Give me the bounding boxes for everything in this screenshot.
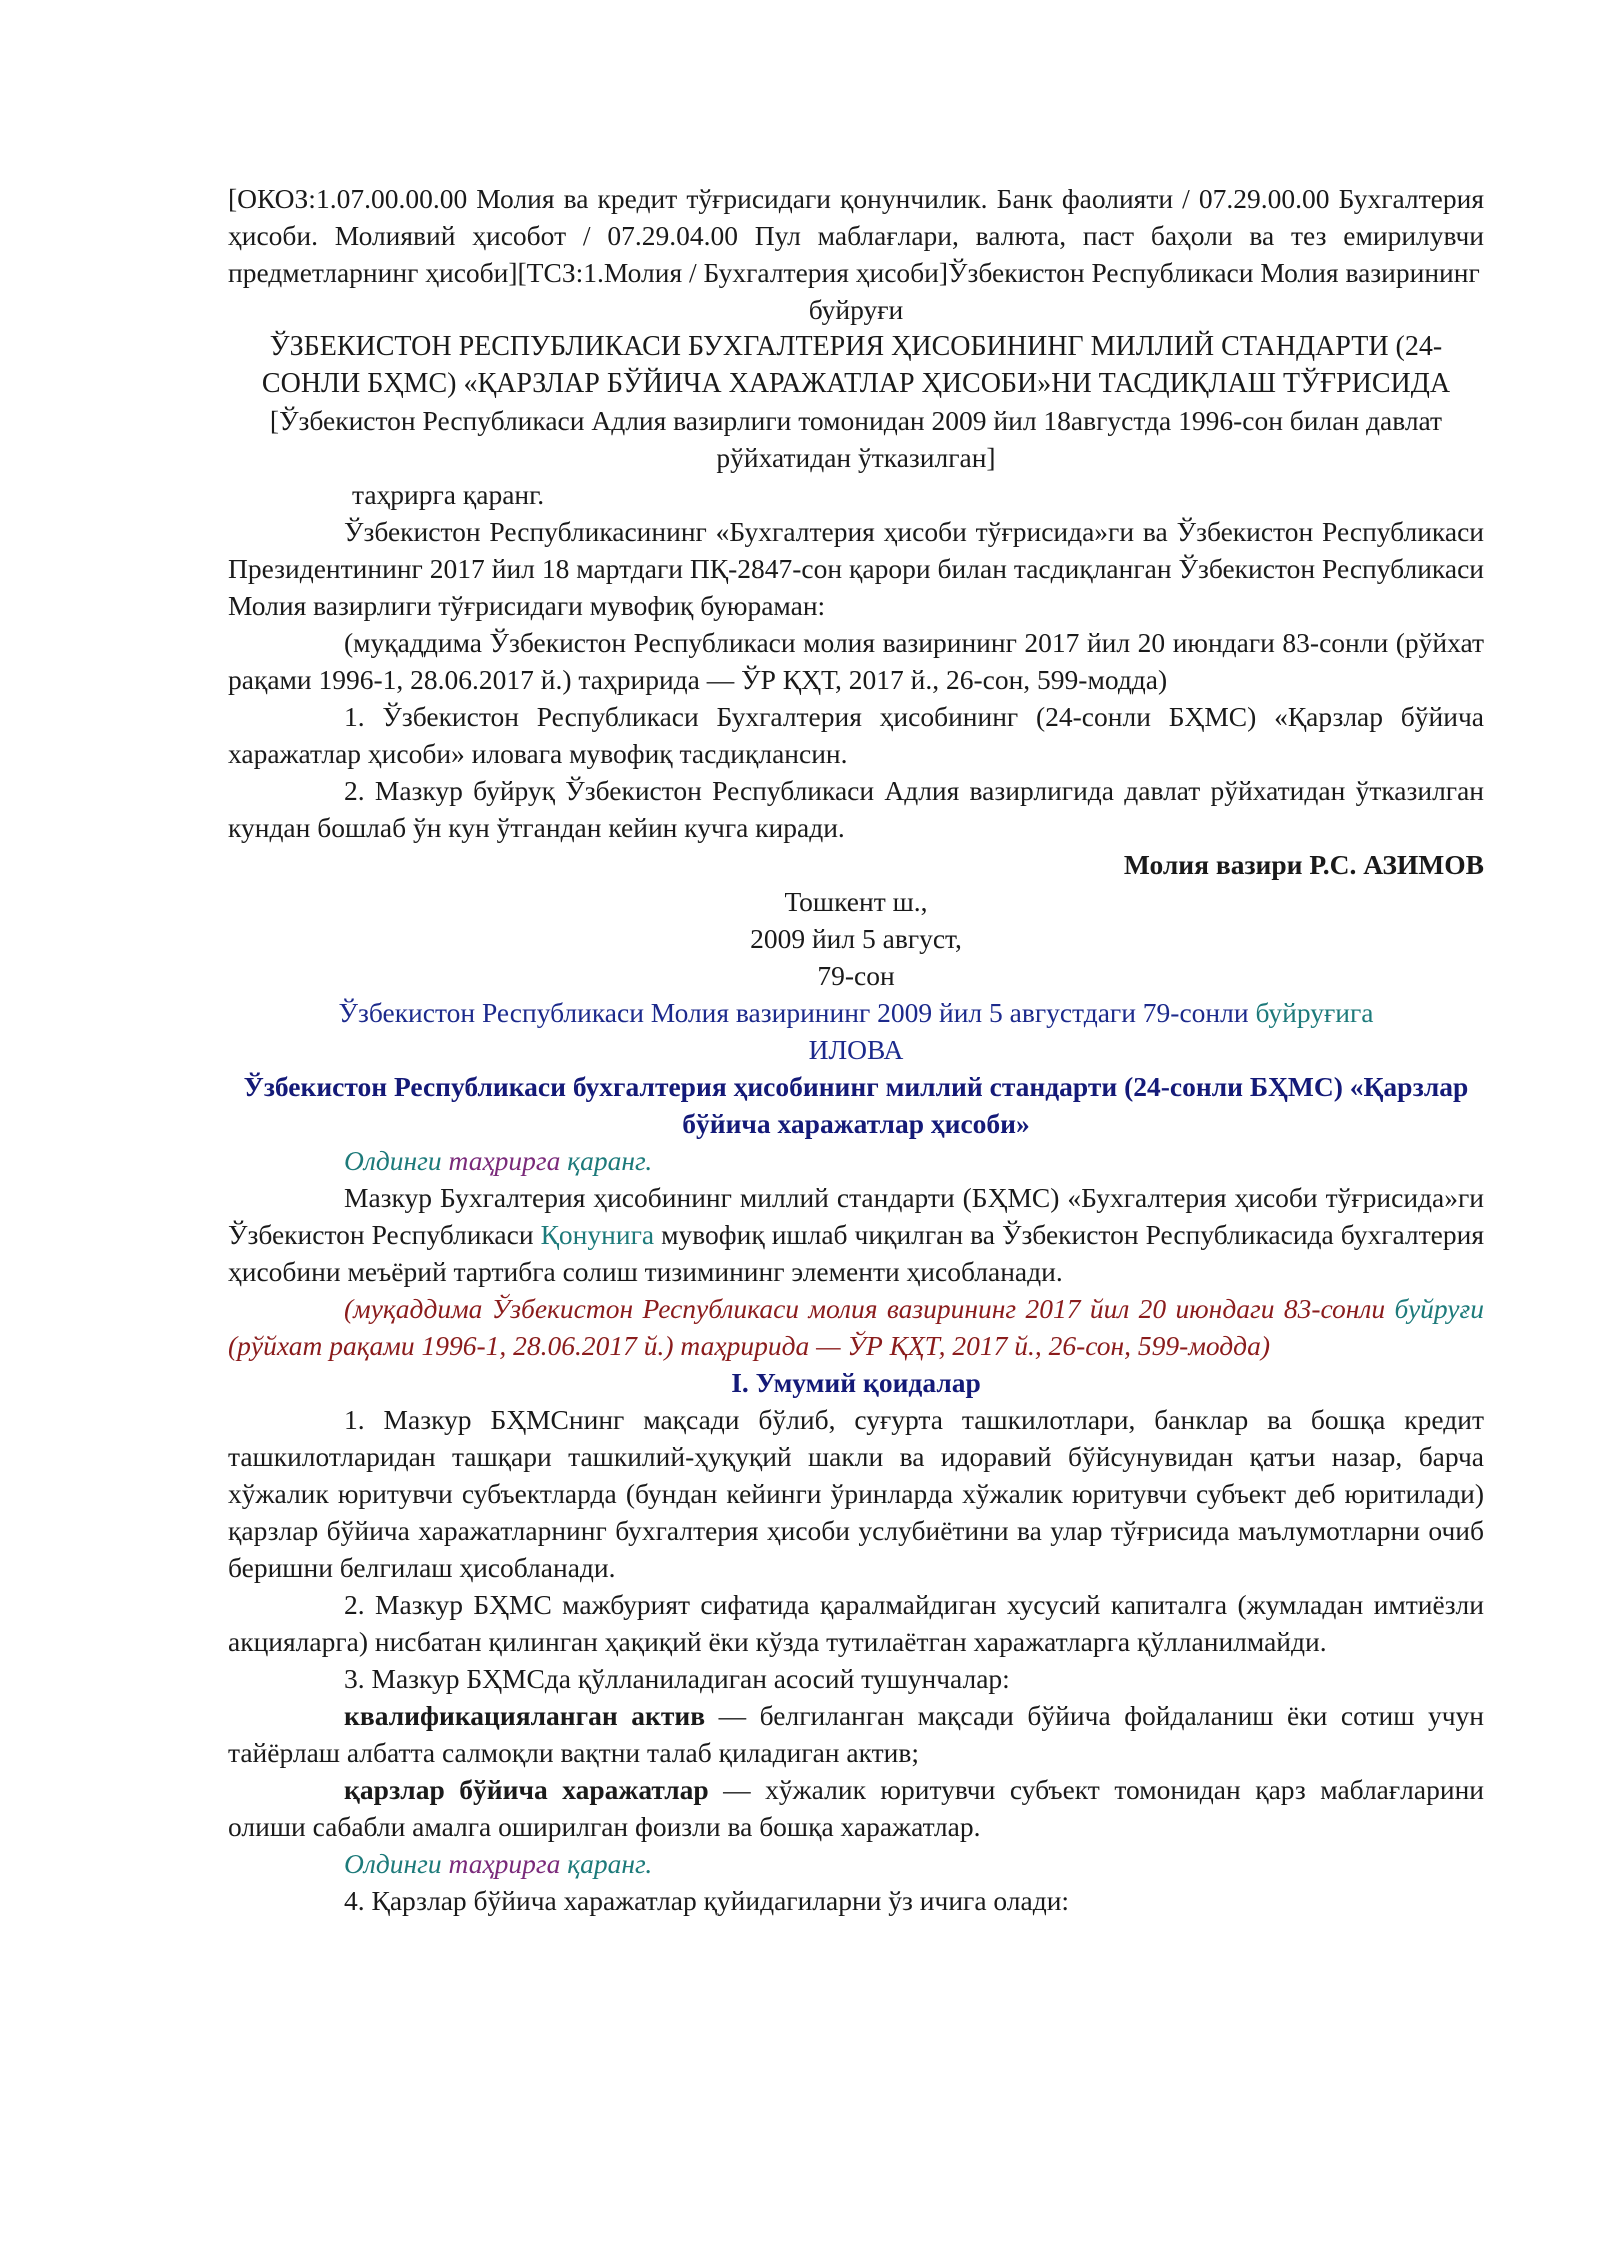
order-item-2: 2. Мазкур буйруқ Ўзбекистон Республикаси Адлия вазирлигида давлат рўйхатидан ўтказилган кундан бошлаб ўн кун ўтгандан кейин кучга киради. [228,775,1484,843]
appendix-label: ИЛОВА [808,1034,904,1065]
appendix-reference [228,994,1484,1031]
document-type: буйруғи [808,294,904,325]
order-number: 79-сон [817,960,895,991]
edition-word-2: таҳрирга [448,1848,561,1879]
intro-edition-note [228,1290,1484,1364]
document-page [228,180,1484,1919]
order-link[interactable]: буйруғига [1255,997,1374,1028]
registration-note: [Ўзбекистон Республикаси Адлия вазирлиги томонидан 2009 йил 18августда 1996-сон билан давлат рўйхатидан ўтказилган] [269,405,1443,473]
appendix-intro [228,1179,1484,1290]
order-note-link[interactable]: буйруғи [1394,1293,1484,1324]
see-edition-note: таҳрирга қаранг. [352,479,545,510]
minister-signature: Молия вазири Р.С. АЗИМОВ [1123,849,1484,880]
previous-word-2: Олдинги [344,1848,442,1879]
see-word: қаранг. [567,1145,653,1176]
order-item-1: 1. Ўзбекистон Республикаси Бухгалтерия ҳисобининг (24-сонли БҲМС) «Қарзлар бўйича харажатлар ҳисоби» иловага мувофиқ тасдиқлансин. [228,701,1484,769]
document-title: ЎЗБЕКИСТОН РЕСПУБЛИКАСИ БУХГАЛТЕРИЯ ҲИСОБИНИНГ МИЛЛИЙ СТАНДАРТИ (24-СОНЛИ БҲМС) «ҚАРЗЛАР БЎЙИЧА ХАРАЖАТЛАР ҲИСОБИ»НИ ТАСДИҚЛАШ ТЎҒРИСИДА [261,331,1451,399]
section-paragraph-2: 2. Мазкур БҲМС мажбурият сифатида қаралмайдиган хусусий капиталга (жумладан имтиёзли акцияларга) нисбатан қилинган ҳақиқий ёки кўзда тутилаётган харажатларга қўлланилмайди. [228,1589,1484,1657]
appendix-intro-b: мувофиқ ишлаб чиқилган ва Ўзбекистон Республикасида бухгалтерия ҳисобини меъёрий тартибга солиш тизимининг элементи ҳисобланади. [228,1219,1484,1287]
section-paragraph-3: 3. Мазкур БҲМСда қўлланиладиган асосий тушунчалар: [344,1663,1010,1694]
section-paragraph-1: 1. Мазкур БҲМСнинг мақсади бўлиб, суғурта ташкилотлари, банклар ва бошқа кредит ташкилотларидан ташқари ташкилий-ҳуқуқий шакли ва идоравий бўйсунувидан қатъи назар, барча хўжалик юритувчи субъектларда (бундан кейинги ўринларда хўжалик юритувчи субъект деб юритилади) қарзлар бўйича харажатларнинг бухгалтерия ҳисоби услубиётини ва улар тўғрисида маълумотларни очиб беришни белгилаш ҳисобланади. [228,1404,1484,1583]
term-borrowing-costs: қарзлар бўйича харажатлар [344,1774,709,1805]
definition-borrowing-costs [228,1771,1484,1845]
previous-edition-link[interactable] [228,1142,1484,1179]
law-link[interactable]: Қонунига [540,1219,655,1250]
signing-place: Тошкент ш., [784,886,928,917]
preamble-edition-note: (муқаддима Ўзбекистон Республикаси молия вазирининг 2017 йил 20 июндаги 83-сонли (рўйхат рақами 1996-1, 28.06.2017 й.) таҳририда — ЎР ҚҲТ, 2017 й., 26-сон, 599-модда) [228,627,1484,695]
appendix-title: Ўзбекистон Республикаси бухгалтерия ҳисобининг миллий стандарти (24-сонли БҲМС) «Қарзлар бўйича харажатлар ҳисоби» [243,1071,1469,1139]
signing-date: 2009 йил 5 август, [750,923,962,954]
section-paragraph-4: 4. Қарзлар бўйича харажатлар қуйидагиларни ўз ичига олади: [344,1885,1070,1916]
order-preamble: Ўзбекистон Республикасининг «Бухгалтерия ҳисоби тўғрисида»ги ва Ўзбекистон Республикаси Президентининг 2017 йил 18 мартдаги ПҚ-2847-сон қарори билан тасдиқланган Ўзбекистон Республикаси Молия вазирлиги тўғрисидаги мувофиқ буюраман: [228,516,1484,621]
edition-word: таҳрирга [448,1145,561,1176]
classifier-header: [ОКОЗ:1.07.00.00.00 Молия ва кредит тўғрисидаги қонунчилик. Банк фаолияти / 07.29.00.00 Бухгалтерия ҳисоби. Молиявий ҳисобот / 07.29.04.00 Пул маблағлари, валюта, паст баҳоли ва тез емирилувчи предметларнинг ҳисоби][ТСЗ:1.Молия / Бухгалтерия ҳисоби]Ўзбекистон Республикаси Молия вазирининг [228,183,1484,288]
see-word-2: қаранг. [567,1848,653,1879]
previous-word: Олдинги [344,1145,442,1176]
appendix-reference-text: Ўзбекистон Республикаси Молия вазирининг 2009 йил 5 августдаги 79-сонли [338,997,1256,1028]
term-qualifying-asset: квалификацияланган актив [344,1700,706,1731]
appendix-intro-a: Мазкур Бухгалтерия ҳисобининг миллий стандарти (БҲМС) «Бухгалтерия ҳисоби тўғрисида»ги Ўзбекистон Республикаси [228,1182,1484,1250]
section-heading: I. Умумий қоидалар [731,1367,981,1398]
definition-text-2: — хўжалик юритувчи субъект томонидан қарз маблағларини олиши сабабли амалга оширилган фоизли ва бошқа харажатлар. [228,1774,1484,1842]
definition-text-1: — белгиланган мақсади бўйича фойдаланиш ёки сотиш учун тайёрлаш албатта салмоқли вақтни талаб қиладиган актив; [228,1700,1484,1768]
intro-note-a: (муқаддима Ўзбекистон Республикаси молия вазирининг 2017 йил 20 июндаги 83-сонли [344,1293,1386,1324]
previous-edition-link-2[interactable] [228,1845,1484,1882]
definition-qualifying-asset [228,1697,1484,1771]
intro-note-b: (рўйхат рақами 1996-1, 28.06.2017 й.) таҳририда — ЎР ҚҲТ, 2017 й., 26-сон, 599-модда) [228,1330,1270,1361]
